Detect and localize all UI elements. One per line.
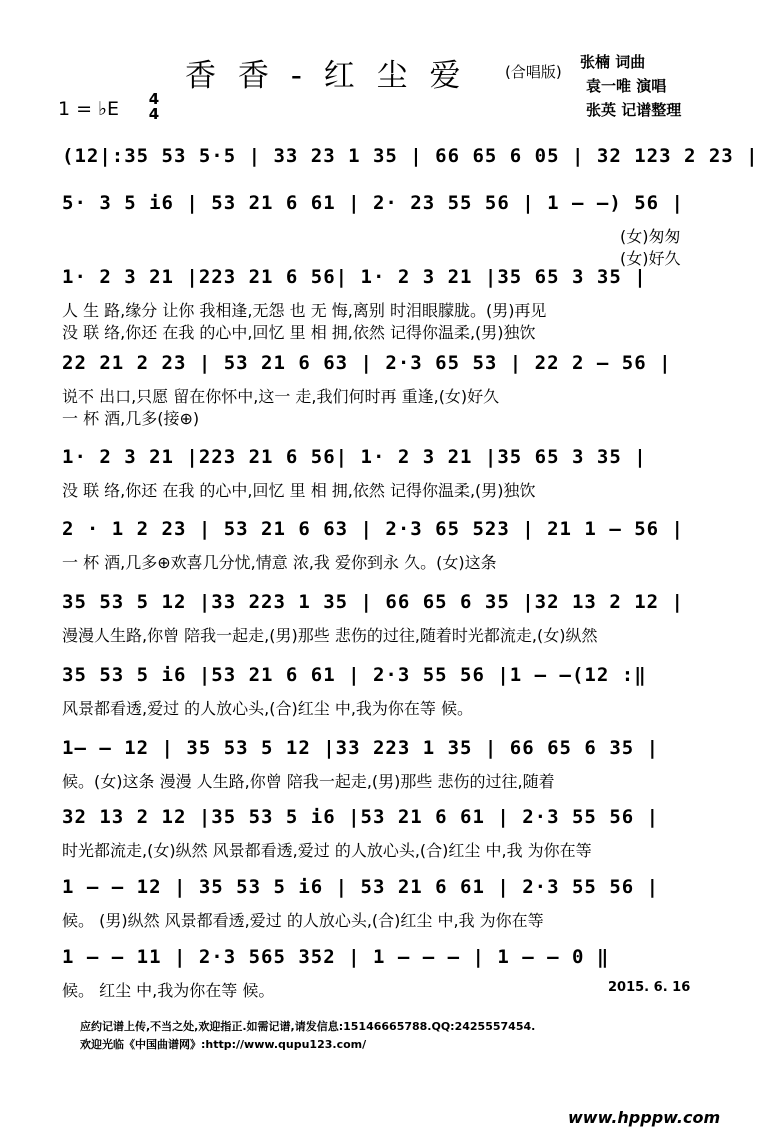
key-signature: 1 = ♭E xyxy=(58,98,120,120)
score-row-lyric: 一 杯 酒,几多(接⊕) xyxy=(62,409,200,428)
score-row-lyric: 人 生 路,缘分 让你 我相逢,无怨 也 无 悔,离别 时泪眼朦胧。(男)再见 xyxy=(62,301,547,320)
score-row-notes: 1· 2 3 21 |223 21 6 56| 1· 2 3 21 |35 65 3 35 | xyxy=(62,266,647,288)
score-row-notes: 2 · 1 2 23 | 53 21 6 63 | 2·3 65 523 | 21 1 — 56 | xyxy=(62,518,684,540)
time-signature xyxy=(147,92,161,122)
footer-contact: 应约记谱上传,不当之处,欢迎指正.如需记谱,请发信息:15146665788.QQ:2425557454. xyxy=(80,1020,536,1033)
score-row-notes: 35 53 5 i6 |53 21 6 61 | 2·3 55 56 |1 — —(12 :‖ xyxy=(62,664,647,686)
score-row-lyric: (女)好久 xyxy=(620,249,681,268)
score-row-lyric: 风景都看透,爱过 的人放心头,(合)红尘 中,我为你在等 候。 xyxy=(62,699,474,718)
score-row-notes: 5· 3 5 i6 | 53 21 6 61 | 2· 23 55 56 | 1 — —) 56 | xyxy=(62,192,684,214)
singer-credit: 袁一唯 演唱 xyxy=(586,77,667,95)
score-row-notes: 1— — 12 | 35 53 5 12 |33 223 1 35 | 66 65 6 35 | xyxy=(62,737,660,759)
score-row-notes: 22 21 2 23 | 53 21 6 63 | 2·3 65 53 | 22 2 — 56 | xyxy=(62,352,672,374)
transcriber-credit: 张英 记谱整理 xyxy=(586,101,682,119)
score-row-notes: (12|:35 53 5·5 | 33 23 1 35 | 66 65 6 05 | 32 123 2 23 | xyxy=(62,145,759,167)
score-row-lyric: 时光都流走,(女)纵然 风景都看透,爱过 的人放心头,(合)红尘 中,我 为你在等 xyxy=(62,841,592,860)
lyricist-credit: 张楠 词曲 xyxy=(580,53,646,71)
score-row-lyric: 候。 红尘 中,我为你在等 候。 xyxy=(62,981,275,1000)
score-row-lyric: 没 联 络,你还 在我 的心中,回忆 里 相 拥,依然 记得你温柔,(男)独饮 xyxy=(62,323,536,342)
score-row-lyric: 说不 出口,只愿 留在你怀中,这一 走,我们何时再 重逢,(女)好久 xyxy=(62,387,500,406)
score-row-notes: 1· 2 3 21 |223 21 6 56| 1· 2 3 21 |35 65 3 35 | xyxy=(62,446,647,468)
score-row-lyric: 一 杯 酒,几多⊕欢喜几分忧,情意 浓,我 爱你到永 久。(女)这条 xyxy=(62,553,497,572)
score-row-notes: 32 13 2 12 |35 53 5 i6 |53 21 6 61 | 2·3 55 56 | xyxy=(62,806,660,828)
score-row-lyric: 没 联 络,你还 在我 的心中,回忆 里 相 拥,依然 记得你温柔,(男)独饮 xyxy=(62,481,536,500)
score-row-lyric: 候。(女)这条 漫漫 人生路,你曾 陪我一起走,(男)那些 悲伤的过往,随着 xyxy=(62,772,555,791)
page-title: 香 香 - 红 尘 爱 xyxy=(185,58,467,94)
time-signature-top: 4 xyxy=(148,90,160,108)
score-row-lyric: 漫漫人生路,你曾 陪我一起走,(男)那些 悲伤的过往,随着时光都流走,(女)纵然 xyxy=(62,626,598,645)
score-row-lyric: 候。 (男)纵然 风景都看透,爱过 的人放心头,(合)红尘 中,我 为你在等 xyxy=(62,911,544,930)
score-row-lyric: (女)匆匆 xyxy=(620,227,681,246)
score-row-notes: 1 — — 12 | 35 53 5 i6 | 53 21 6 61 | 2·3 55 56 | xyxy=(62,876,660,898)
watermark-site: www.hpppw.com xyxy=(568,1108,721,1127)
score-row-notes: 35 53 5 12 |33 223 1 35 | 66 65 6 35 |32 13 2 12 | xyxy=(62,591,684,613)
date: 2015. 6. 16 xyxy=(608,980,691,995)
score-row-notes: 1 — — 11 | 2·3 565 352 | 1 — — — | 1 — — 0 ‖ xyxy=(62,946,610,968)
subtitle: (合唱版) xyxy=(505,63,562,81)
footer-website: 欢迎光临《中国曲谱网》:http://www.qupu123.com/ xyxy=(80,1038,367,1051)
time-signature-bottom: 4 xyxy=(148,105,160,123)
